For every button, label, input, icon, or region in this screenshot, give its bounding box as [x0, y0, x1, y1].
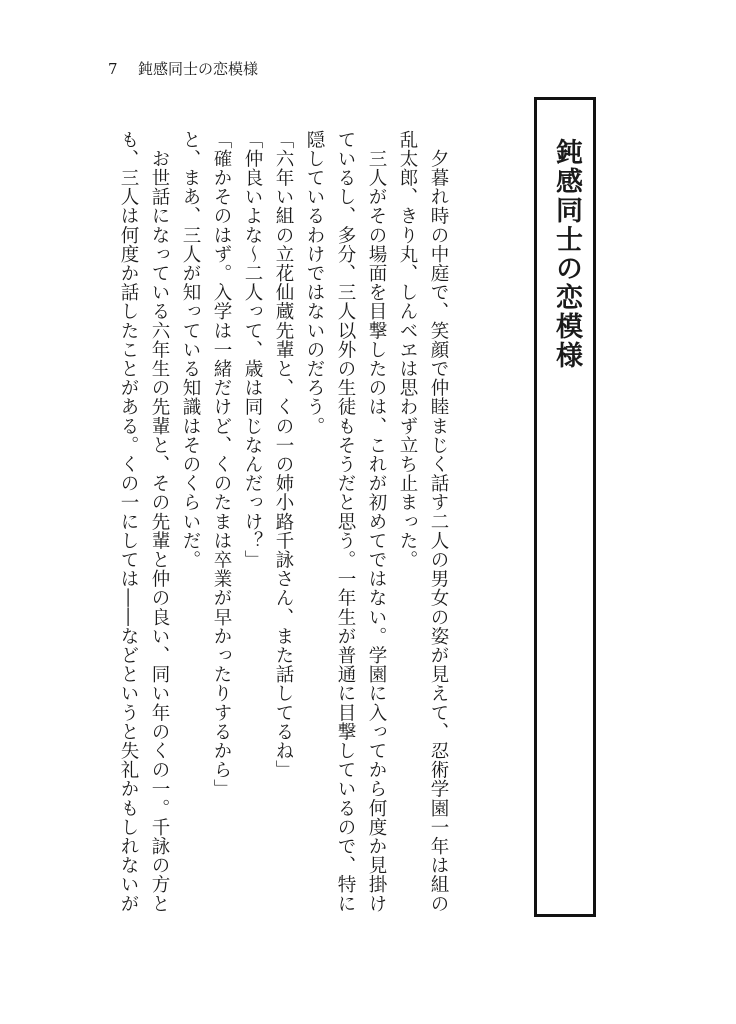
dialogue-1: 「六年い組の立花仙蔵先輩と、くの一の姉小路千詠さん、また話してるね」: [273, 130, 294, 780]
running-head-title: 鈍感同士の恋模様: [138, 60, 259, 78]
paragraph-3: と、まあ、三人が知っている知識はそのくらいだ。: [180, 130, 201, 570]
chapter-title-box: [534, 97, 596, 917]
body-text: [104, 130, 454, 920]
page-number: 7: [108, 60, 118, 78]
paragraph-1: 夕暮れ時の中庭で、笑顔で仲睦まじく話す二人の男女の姿が見えて、忍術学園一年は組の乱太郎、きり丸、しんベヱは思わず立ち止まった。: [397, 130, 449, 914]
chapter-title: 鈍感同士の恋模様: [551, 138, 582, 370]
running-head: [108, 60, 258, 78]
dialogue-2: 「仲良いよな～二人って、歳は同じなんだっけ？」: [242, 130, 263, 570]
paragraph-2: 三人がその場面を目撃したのは、これが初めてではない。学園に入ってから何度か見掛けているし、多分、三人以外の生徒もそうだと思う。一年生が普通に目撃しているので、特に隠しているわけではないのだろう。: [304, 130, 387, 914]
paragraph-4: お世話になっている六年生の先輩と、その先輩と仲の良い、同い年のくの一。千詠の方とも、三人は何度か話したことがある。くの一にしては――などというと失礼かもしれないが: [118, 130, 170, 914]
dialogue-3: 「確かそのはず。入学は一緒だけど、くのたまは卒業が早かったりするから」: [211, 130, 232, 799]
